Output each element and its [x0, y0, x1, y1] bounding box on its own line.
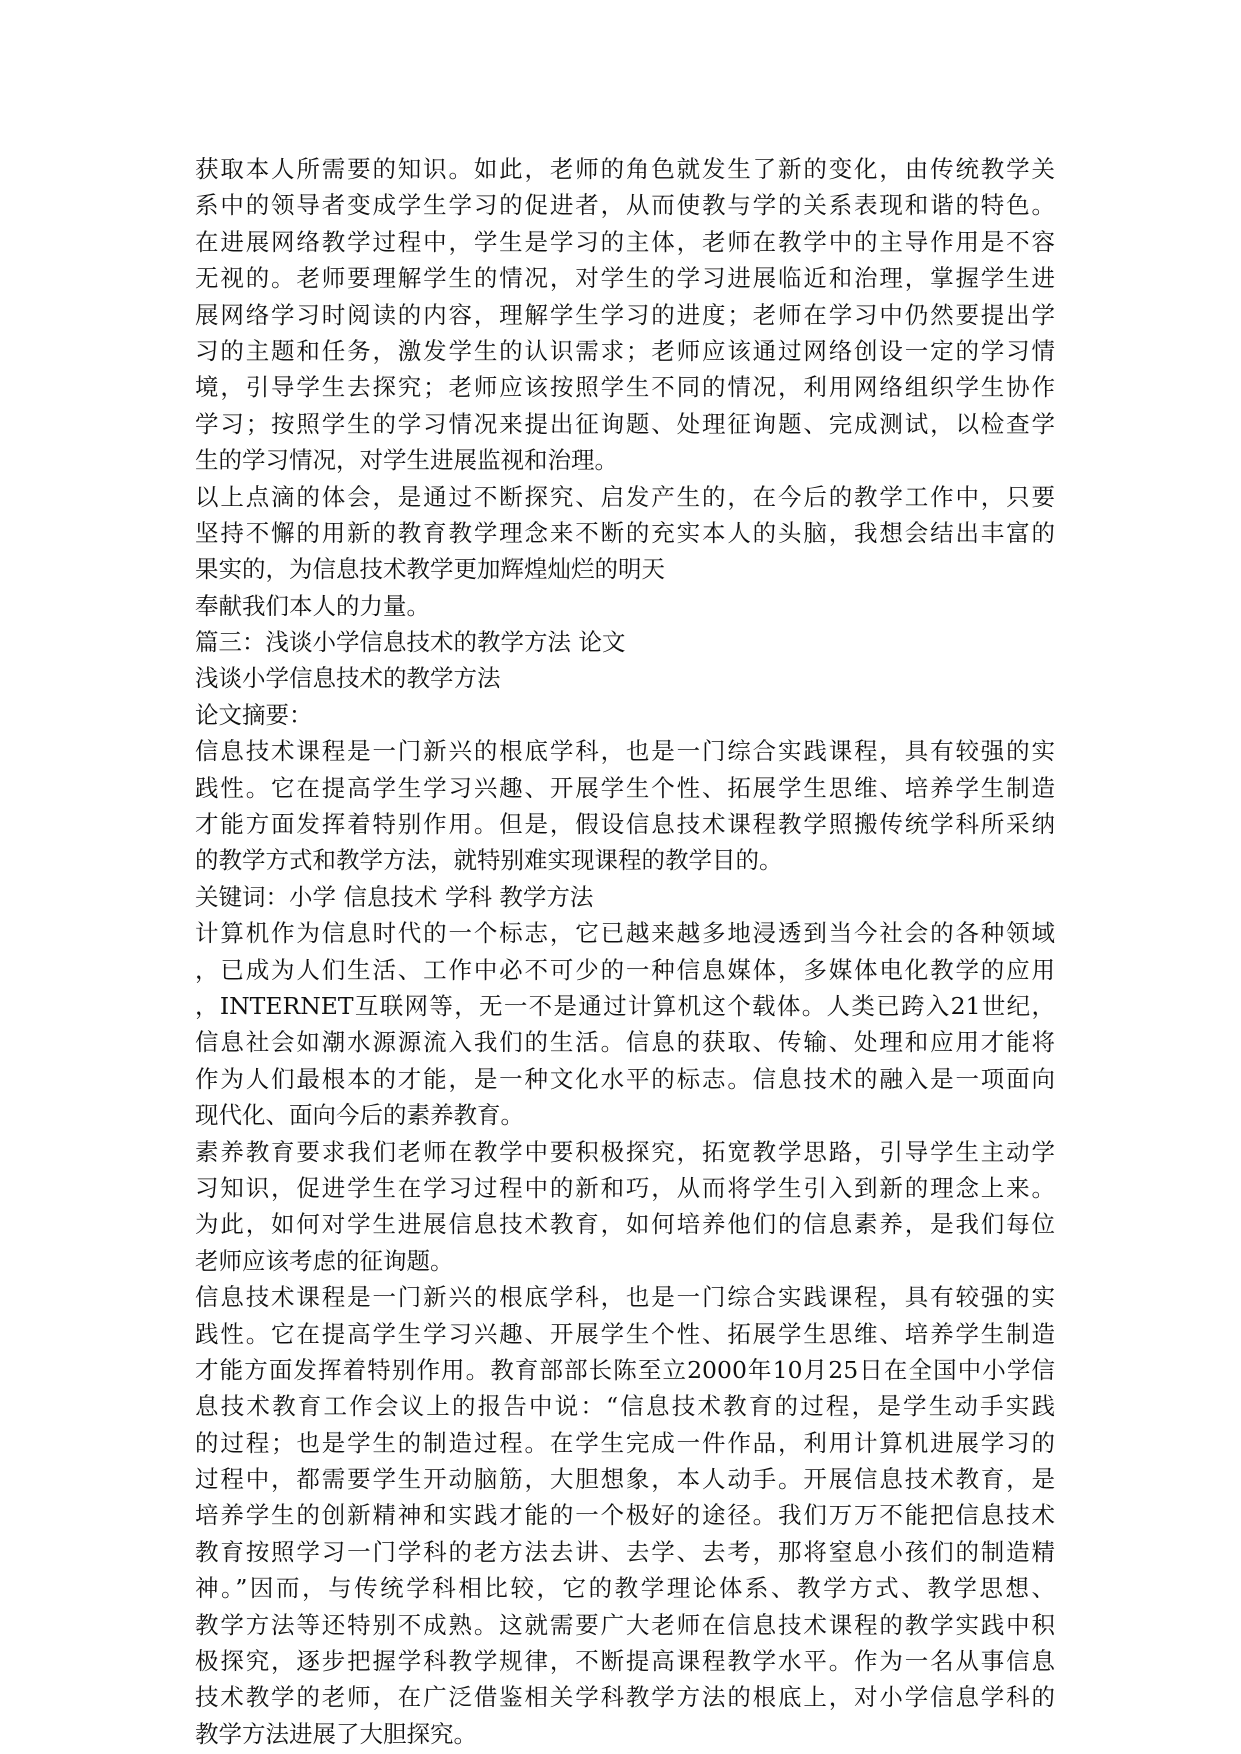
text-line: 老师应该考虑的征询题。 — [195, 1246, 454, 1275]
text-line: 教学方法等还特别不成熟。这就需要广大老师在信息技术课程的教学实践中积 — [195, 1610, 1055, 1639]
text-line: 教育按照学习一门学科的老方法去讲、去学、去考，那将窒息小孩们的制造精 — [195, 1537, 1055, 1566]
text-line: 果实的，为信息技术教学更加辉煌灿烂的明天 — [195, 555, 665, 584]
text-line: 践性。它在提高学生学习兴趣、开展学生个性、拓展学生思维、培养学生制造 — [195, 773, 1055, 802]
text-line: 奉献我们本人的力量。 — [195, 591, 430, 620]
text-line: 教学方法进展了大胆探究。 — [195, 1719, 477, 1748]
text-line: 境，引导学生去探究；老师应该按照学生不同的情况，利用网络组织学生协作 — [195, 373, 1055, 402]
text-line: 极探究，逐步把握学科教学规律，不断提高课程教学水平。作为一名从事信息 — [195, 1647, 1055, 1676]
text-line: 信息技术课程是一门新兴的根底学科，也是一门综合实践课程，具有较强的实 — [195, 1283, 1055, 1312]
text-line: 作为人们最根本的才能，是一种文化水平的标志。信息技术的融入是一项面向 — [195, 1064, 1055, 1093]
text-line: 现代化、面向今后的素养教育。 — [195, 1101, 524, 1130]
text-line: 息技术教育工作会议上的报告中说：“信息技术教育的过程，是学生动手实践 — [195, 1392, 1055, 1421]
text-line: 获取本人所需要的知识。如此，老师的角色就发生了新的变化，由传统教学关 — [195, 155, 1055, 183]
text-line: 关键词：小学 信息技术 学科 教学方法 — [195, 882, 594, 911]
text-line: 才能方面发挥着特别作用。教育部部长陈至立2000年10月25日在全国中小学信 — [195, 1355, 1055, 1384]
text-line: 为此，如何对学生进展信息技术教育，如何培养他们的信息素养，是我们每位 — [195, 1210, 1055, 1239]
text-line: 践性。它在提高学生学习兴趣、开展学生个性、拓展学生思维、培养学生制造 — [195, 1319, 1055, 1348]
text-line: 神。”因而，与传统学科相比较，它的教学理论体系、教学方式、教学思想、 — [195, 1574, 1055, 1603]
text-line: ，已成为人们生活、工作中必不可少的一种信息媒体，多媒体电化教学的应用 — [195, 955, 1055, 984]
text-line: 信息技术课程是一门新兴的根底学科，也是一门综合实践课程，具有较强的实 — [195, 737, 1055, 766]
text-line: 在进展网络教学过程中，学生是学习的主体，老师在教学中的主导作用是不容 — [195, 227, 1055, 256]
text-line: 计算机作为信息时代的一个标志，它已越来越多地浸透到当今社会的各种领域 — [195, 919, 1055, 948]
text-line: 习的主题和任务，激发学生的认识需求；老师应该通过网络创设一定的学习情 — [195, 336, 1055, 365]
text-line: 培养学生的创新精神和实践才能的一个极好的途径。我们万万不能把信息技术 — [195, 1501, 1055, 1530]
text-line: 信息社会如潮水源源流入我们的生活。信息的获取、传输、处理和应用才能将 — [195, 1028, 1055, 1057]
text-line: 素养教育要求我们老师在教学中要积极探究，拓宽教学思路，引导学生主动学 — [195, 1137, 1055, 1166]
text-line: 浅谈小学信息技术的教学方法 — [195, 664, 501, 693]
text-line: 才能方面发挥着特别作用。但是，假设信息技术课程教学照搬传统学科所采纳 — [195, 810, 1055, 839]
text-line: 习知识，促进学生在学习过程中的新和巧，从而将学生引入到新的理念上来。 — [195, 1173, 1055, 1202]
text-line: 坚持不懈的用新的教育教学理念来不断的充实本人的头脑，我想会结出丰富的 — [195, 518, 1055, 547]
text-line: 以上点滴的体会，是通过不断探究、启发产生的，在今后的教学工作中，只要 — [195, 482, 1055, 511]
text-line: 过程中，都需要学生开动脑筋，大胆想象，本人动手。开展信息技术教育，是 — [195, 1465, 1055, 1494]
text-line: 系中的领导者变成学生学习的促进者，从而使教与学的关系表现和谐的特色。 — [195, 191, 1055, 220]
document-body — [195, 151, 1055, 1752]
text-line: 篇三：浅谈小学信息技术的教学方法 论文 — [195, 628, 626, 657]
text-line: 生的学习情况，对学生进展监视和治理。 — [195, 446, 618, 475]
text-line: 无视的。老师要理解学生的情况，对学生的学习进展临近和治理，掌握学生进 — [195, 264, 1055, 293]
text-line: 学习；按照学生的学习情况来提出征询题、处理征询题、完成测试，以检查学 — [195, 409, 1055, 438]
text-line: 的过程；也是学生的制造过程。在学生完成一件作品，利用计算机进展学习的 — [195, 1428, 1055, 1457]
text-line: 的教学方式和教学方法，就特别难实现课程的教学目的。 — [195, 846, 783, 875]
text-line: 技术教学的老师，在广泛借鉴相关学科教学方法的根底上，对小学信息学科的 — [195, 1683, 1055, 1712]
text-line: ，INTERNET互联网等，无一不是通过计算机这个载体。人类已跨入21世纪， — [195, 991, 1055, 1020]
text-line: 论文摘要： — [195, 700, 313, 729]
text-line: 展网络学习时阅读的内容，理解学生学习的进度；老师在学习中仍然要提出学 — [195, 300, 1055, 329]
